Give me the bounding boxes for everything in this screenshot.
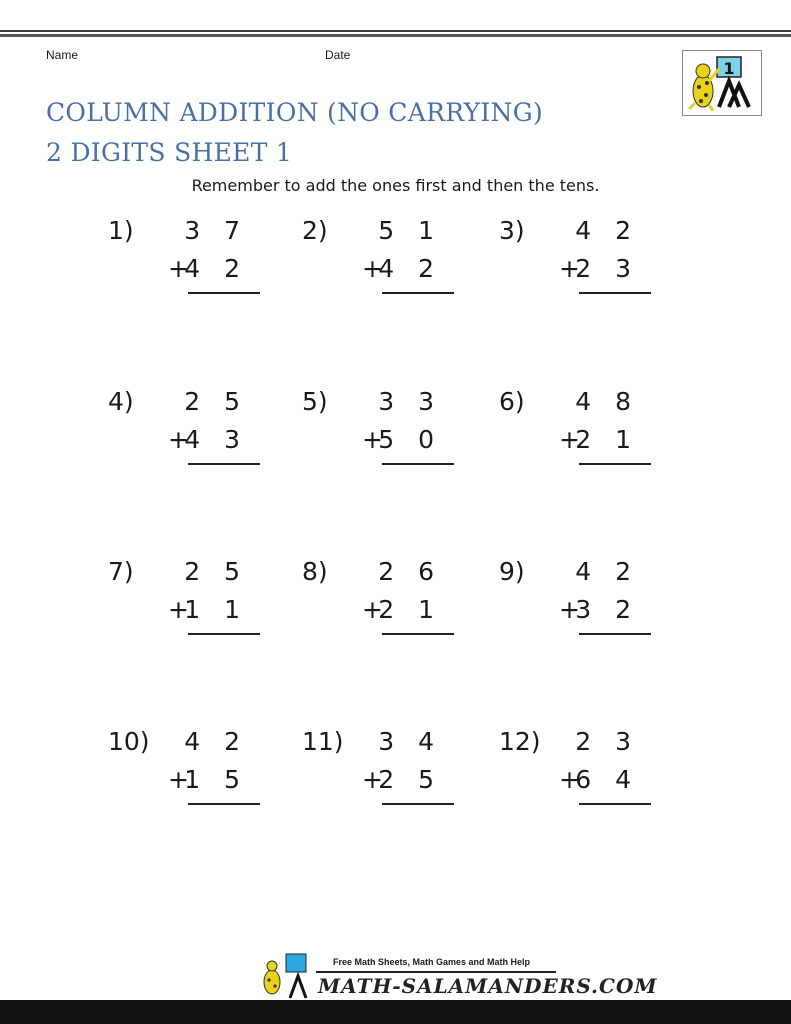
- footer-salamander-icon: [256, 952, 316, 1000]
- page-title: COLUMN ADDITION (NO CARRYING): [46, 98, 544, 127]
- problem: [499, 216, 679, 316]
- plus-sign: +: [362, 254, 383, 283]
- problem: [499, 557, 679, 657]
- addend-bottom: 2 1: [575, 425, 639, 454]
- plus-sign: +: [168, 765, 189, 794]
- problem: [499, 387, 679, 487]
- addend-top: 4 8: [575, 387, 639, 416]
- name-label: Name: [46, 48, 79, 62]
- answer-line: [382, 803, 454, 805]
- plus-sign: +: [362, 595, 383, 624]
- footer-tagline: Free Math Sheets, Math Games and Math Help: [333, 957, 531, 967]
- answer-line: [188, 633, 260, 635]
- problem: [108, 727, 288, 827]
- footer-rule: [316, 971, 556, 973]
- plus-sign: +: [559, 254, 580, 283]
- problem: [499, 727, 679, 827]
- salamander-icon: [683, 51, 761, 115]
- answer-line: [579, 463, 651, 465]
- addend-bottom: 2 3: [575, 254, 639, 283]
- answer-line: [188, 803, 260, 805]
- problem-number: 12): [499, 727, 541, 756]
- top-rule-thick: [0, 34, 791, 37]
- addend-top: 2 3: [575, 727, 639, 756]
- addend-top: 4 2: [575, 557, 639, 586]
- addend-bottom: 6 4: [575, 765, 639, 794]
- problem-number: 4): [108, 387, 134, 416]
- answer-line: [579, 803, 651, 805]
- answer-line: [188, 292, 260, 294]
- addend-bottom: 1 5: [184, 765, 248, 794]
- addend-bottom: 4 3: [184, 425, 248, 454]
- plus-sign: +: [168, 254, 189, 283]
- date-label: Date: [325, 48, 351, 62]
- addend-bottom: 3 2: [575, 595, 639, 624]
- instructions: Remember to add the ones first and then the tens.: [191, 176, 600, 195]
- problem-number: 11): [302, 727, 344, 756]
- problem-number: 5): [302, 387, 328, 416]
- problem-number: 1): [108, 216, 134, 245]
- addend-top: 3 3: [378, 387, 442, 416]
- answer-line: [188, 463, 260, 465]
- problem: [108, 216, 288, 316]
- plus-sign: +: [559, 765, 580, 794]
- addend-top: 3 4: [378, 727, 442, 756]
- problem: [302, 557, 482, 657]
- plus-sign: +: [559, 595, 580, 624]
- addend-top: 2 5: [184, 557, 248, 586]
- addend-bottom: 4 2: [184, 254, 248, 283]
- top-rule: [0, 30, 791, 32]
- problem-number: 10): [108, 727, 150, 756]
- salamander-logo: [682, 50, 762, 116]
- plus-sign: +: [168, 425, 189, 454]
- plus-sign: +: [559, 425, 580, 454]
- plus-sign: +: [362, 425, 383, 454]
- problem: [302, 216, 482, 316]
- answer-line: [382, 633, 454, 635]
- problem-number: 7): [108, 557, 134, 586]
- addend-bottom: 2 5: [378, 765, 442, 794]
- addend-top: 5 1: [378, 216, 442, 245]
- page-subtitle: 2 DIGITS SHEET 1: [46, 138, 293, 167]
- logo-grade: 1: [723, 59, 735, 78]
- plus-sign: +: [362, 765, 383, 794]
- addend-top: 2 5: [184, 387, 248, 416]
- problem-number: 6): [499, 387, 525, 416]
- problem-number: 8): [302, 557, 328, 586]
- problem: [302, 387, 482, 487]
- answer-line: [382, 463, 454, 465]
- problem: [302, 727, 482, 827]
- addend-top: 4 2: [575, 216, 639, 245]
- addend-top: 2 6: [378, 557, 442, 586]
- addend-bottom: 5 0: [378, 425, 442, 454]
- addend-bottom: 4 2: [378, 254, 442, 283]
- problem: [108, 557, 288, 657]
- addend-top: 4 2: [184, 727, 248, 756]
- footer-brand: MATH-SALAMANDERS.COM: [318, 974, 658, 998]
- problem-number: 3): [499, 216, 525, 245]
- problem-number: 2): [302, 216, 328, 245]
- answer-line: [579, 292, 651, 294]
- problem: [108, 387, 288, 487]
- addend-bottom: 1 1: [184, 595, 248, 624]
- problem-number: 9): [499, 557, 525, 586]
- addend-bottom: 2 1: [378, 595, 442, 624]
- addend-top: 3 7: [184, 216, 248, 245]
- answer-line: [579, 633, 651, 635]
- bottom-bar: [0, 1000, 791, 1024]
- plus-sign: +: [168, 595, 189, 624]
- answer-line: [382, 292, 454, 294]
